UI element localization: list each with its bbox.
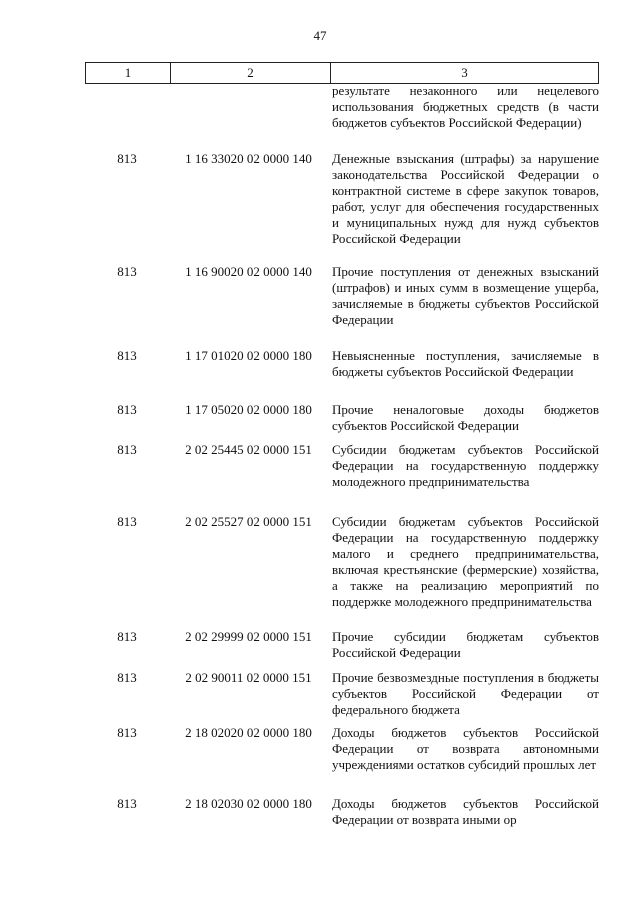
revenue-code-cell: 2 02 90011 02 0000 151: [185, 670, 312, 685]
revenue-code-cell: 1 17 05020 02 0000 180: [185, 402, 312, 417]
description-cell: Доходы бюджетов субъектов Российской Федерации от возврата автономными учреждениями остатков субсидий прошлых лет: [332, 725, 599, 772]
page-number: 47: [313, 28, 327, 43]
table-body: [85, 84, 599, 836]
revenue-code-cell: 2 02 29999 02 0000 151: [185, 629, 312, 644]
description-cell: результате незаконного или нецелевого использования бюджетных средств (в части бюджетов субъектов Российской Федерации): [332, 83, 599, 130]
column-header-1: 1: [86, 63, 171, 84]
description-cell: Доходы бюджетов субъектов Российской Федерации от возврата иными ор: [332, 796, 599, 827]
table-row: [85, 670, 599, 725]
admin-code-cell: 813: [117, 402, 137, 417]
description-cell: Невыясненные поступления, зачисляемые в бюджеты субъектов Российской Федерации: [332, 348, 599, 379]
column-header-table: [85, 62, 599, 84]
description-cell: Субсидии бюджетам субъектов Российской Федерации на государственную поддержку молодежного предпринимательства: [332, 442, 599, 489]
table-row: [85, 629, 599, 670]
table-row: [85, 264, 599, 348]
admin-code-cell: 813: [117, 670, 137, 685]
table-row: [85, 725, 599, 796]
revenue-code-cell: 2 18 02030 02 0000 180: [185, 796, 312, 811]
description-cell: Денежные взыскания (штрафы) за нарушение законодательства Российской Федерации о контрактной системе в сфере закупок товаров, работ, услуг для обеспечения государственных и муниципальных нужд для нужд субъектов Российской Федерации: [332, 151, 599, 246]
description-cell: Прочие поступления от денежных взысканий (штрафов) и иных сумм в возмещение ущерба, зачисляемые в бюджеты субъектов Российской Федерации: [332, 264, 599, 327]
description-cell: Прочие безвозмездные поступления в бюджеты субъектов Российской Федерации от федерального бюджета: [332, 670, 599, 717]
description-cell: Субсидии бюджетам субъектов Российской Федерации на государственную поддержку малого и среднего предпринимательства, включая крестьянские (фермерские) хозяйства, а также на реализацию мероприятий по поддержке молодежного предпринимательства: [332, 514, 599, 609]
table-row: [85, 442, 599, 514]
table-row-continuation: [85, 84, 599, 151]
revenue-code-cell: 1 16 33020 02 0000 140: [185, 151, 312, 166]
description-cell: Прочие неналоговые доходы бюджетов субъектов Российской Федерации: [332, 402, 599, 433]
revenue-code-cell: 1 17 01020 02 0000 180: [185, 348, 312, 363]
admin-code-cell: 813: [117, 264, 137, 279]
admin-code-cell: 813: [117, 629, 137, 644]
column-header-2: 2: [171, 63, 331, 84]
table-row: [85, 348, 599, 402]
revenue-code-cell: 2 02 25445 02 0000 151: [185, 442, 312, 457]
revenue-code-cell: 1 16 90020 02 0000 140: [185, 264, 312, 279]
table-row: [85, 796, 599, 836]
admin-code-cell: 813: [117, 151, 137, 166]
column-header-3: 3: [331, 63, 599, 84]
admin-code-cell: 813: [117, 796, 137, 811]
admin-code-cell: 813: [117, 442, 137, 457]
table-row: [85, 402, 599, 442]
column-header-row: [86, 63, 599, 84]
admin-code-cell: 813: [117, 725, 137, 740]
admin-code-cell: 813: [117, 348, 137, 363]
description-cell: Прочие субсидии бюджетам субъектов Российской Федерации: [332, 629, 599, 660]
revenue-code-cell: 2 02 25527 02 0000 151: [185, 514, 312, 529]
table-row: [85, 151, 599, 264]
revenue-code-cell: 2 18 02020 02 0000 180: [185, 725, 312, 740]
admin-code-cell: 813: [117, 514, 137, 529]
table-row: [85, 514, 599, 629]
